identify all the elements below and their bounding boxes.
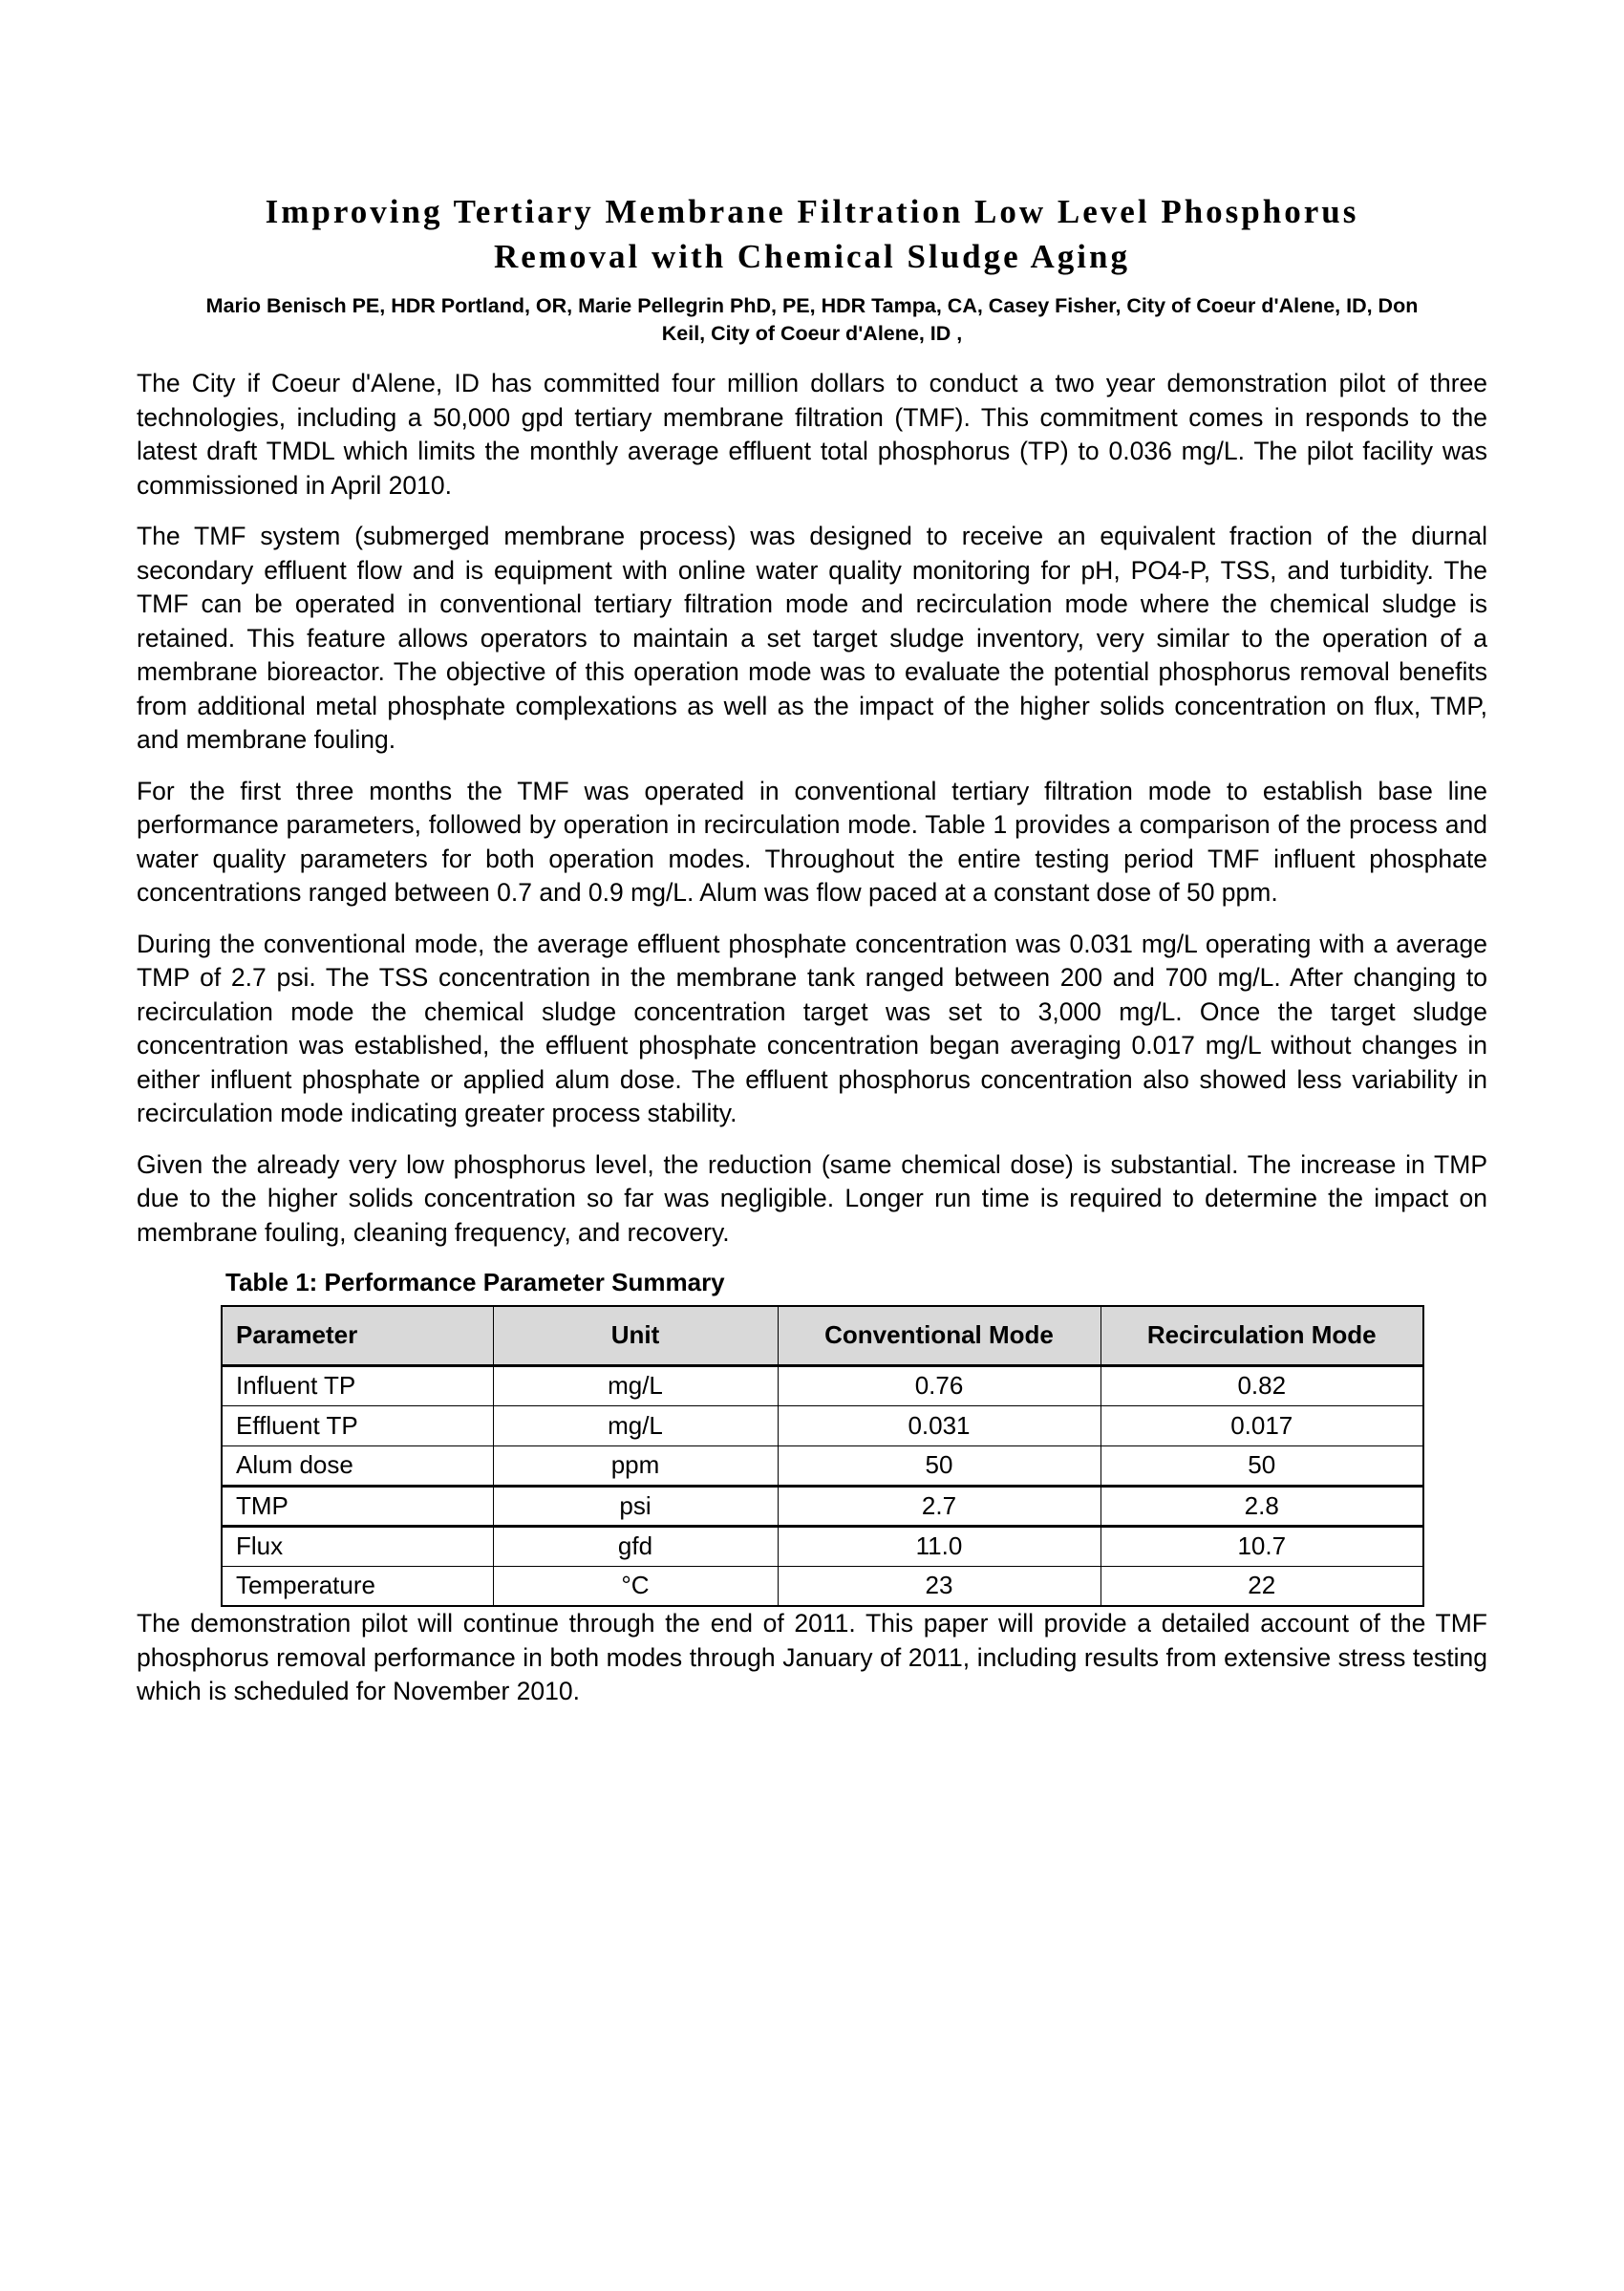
page-title-line-1: Improving Tertiary Membrane Filtration Low Level Phosphorus bbox=[265, 193, 1359, 230]
cell-parameter: Flux bbox=[222, 1526, 493, 1566]
header-cell-unit: Unit bbox=[493, 1306, 778, 1365]
cell-recirculation: 50 bbox=[1100, 1445, 1423, 1486]
cell-recirculation: 2.8 bbox=[1100, 1486, 1423, 1526]
authors-block bbox=[137, 292, 1487, 348]
cell-unit: mg/L bbox=[493, 1365, 778, 1405]
document-body bbox=[137, 367, 1487, 1709]
cell-recirculation: 0.82 bbox=[1100, 1365, 1423, 1405]
cell-recirculation: 0.017 bbox=[1100, 1405, 1423, 1445]
table-row-influent-tp bbox=[222, 1365, 1423, 1405]
authors-line-2: Keil, City of Coeur d'Alene, ID , bbox=[661, 322, 963, 345]
cell-parameter: TMP bbox=[222, 1486, 493, 1526]
cell-unit: gfd bbox=[493, 1526, 778, 1566]
cell-conventional: 11.0 bbox=[778, 1526, 1100, 1566]
paragraph-conventional-mode: During the conventional mode, the average effluent phosphate concentration was 0.031 mg/L operating with a average TMP of 2.7 psi. The TSS concentration in the membrane tank ranged between 200 and 700 mg/L. After changing to recirculation mode the chemical sludge concentration target was set to 3,000 mg/L. Once the target sludge concentration was established, the effluent phosphate concentration began averaging 0.017 mg/L without changes in either influent phosphate or applied alum dose. The effluent phosphorus concentration also showed less variability in recirculation mode indicating greater process stability. bbox=[137, 929, 1487, 1127]
cell-parameter: Temperature bbox=[222, 1566, 493, 1606]
cell-conventional: 50 bbox=[778, 1445, 1100, 1486]
document-page bbox=[0, 189, 1624, 1709]
header-cell-parameter: Parameter bbox=[222, 1306, 493, 1365]
header-cell-recirculation-mode: Recirculation Mode bbox=[1100, 1306, 1423, 1365]
paragraph-closing: The demonstration pilot will continue through the end of 2011. This paper will provide a detailed account of the TMF phosphorus removal performance in both modes through January of 2011, including results from extensive stress testing which is scheduled for November 2010. bbox=[137, 1609, 1487, 1705]
cell-conventional: 0.76 bbox=[778, 1365, 1100, 1405]
paragraph-tmf-system: The TMF system (submerged membrane process) was designed to receive an equivalent fraction of the diurnal secondary effluent flow and is equipment with online water quality monitoring for pH, PO4-P, TSS, and turbidity. The TMF can be operated in conventional tertiary filtration mode and recirculation mode where the chemical sludge is retained. This feature allows operators to maintain a set target sludge inventory, very similar to the operation of a membrane bioreactor. The objective of this operation mode was to evaluate the potential phosphorus removal benefits from additional metal phosphate complexations as well as the impact of the higher solids concentration on flux, TMP, and membrane fouling. bbox=[137, 522, 1487, 754]
table-caption: Table 1: Performance Parameter Summary bbox=[225, 1268, 725, 1296]
cell-parameter: Effluent TP bbox=[222, 1405, 493, 1445]
cell-recirculation: 10.7 bbox=[1100, 1526, 1423, 1566]
cell-parameter: Influent TP bbox=[222, 1365, 493, 1405]
table-header-row bbox=[222, 1306, 1423, 1365]
cell-unit: °C bbox=[493, 1566, 778, 1606]
authors-line-1: Mario Benisch PE, HDR Portland, OR, Marie Pellegrin PhD, PE, HDR Tampa, CA, Casey Fisher, City of Coeur d'Alene, ID, Don bbox=[205, 294, 1419, 317]
page-title-line-2: Removal with Chemical Sludge Aging bbox=[494, 238, 1130, 275]
cell-parameter: Alum dose bbox=[222, 1445, 493, 1486]
header-cell-conventional-mode: Conventional Mode bbox=[778, 1306, 1100, 1365]
table-row-flux bbox=[222, 1526, 1423, 1566]
table-row-temperature bbox=[222, 1566, 1423, 1606]
cell-unit: psi bbox=[493, 1486, 778, 1526]
cell-conventional: 23 bbox=[778, 1566, 1100, 1606]
paragraph-intro: The City if Coeur d'Alene, ID has committed four million dollars to conduct a two year demonstration pilot of three technologies, including a 50,000 gpd tertiary membrane filtration (TMF). This commitment comes in responds to the latest draft TMDL which limits the monthly average effluent total phosphorus (TP) to 0.036 mg/L. The pilot facility was commissioned in April 2010. bbox=[137, 369, 1487, 500]
cell-recirculation: 22 bbox=[1100, 1566, 1423, 1606]
table-row-alum-dose bbox=[222, 1445, 1423, 1486]
cell-conventional: 0.031 bbox=[778, 1405, 1100, 1445]
table-row-tmp bbox=[222, 1486, 1423, 1526]
page-title bbox=[137, 189, 1487, 279]
paragraph-first-three-months: For the first three months the TMF was operated in conventional tertiary filtration mode to establish base line performance parameters, followed by operation in recirculation mode. Table 1 provides a comparison of the process and water quality parameters for both operation modes. Throughout the entire testing period TMF influent phosphate concentrations ranged between 0.7 and 0.9 mg/L. Alum was flow paced at a constant dose of 50 ppm. bbox=[137, 776, 1487, 907]
cell-unit: ppm bbox=[493, 1445, 778, 1486]
cell-conventional: 2.7 bbox=[778, 1486, 1100, 1526]
cell-unit: mg/L bbox=[493, 1405, 778, 1445]
table-row-effluent-tp bbox=[222, 1405, 1423, 1445]
performance-parameter-table bbox=[221, 1305, 1424, 1607]
paragraph-phosphorus-level: Given the already very low phosphorus level, the reduction (same chemical dose) is substantial. The increase in TMP due to the higher solids concentration so far was negligible. Longer run time is required to determine the impact on membrane fouling, cleaning frequency, and recovery. bbox=[137, 1149, 1487, 1247]
